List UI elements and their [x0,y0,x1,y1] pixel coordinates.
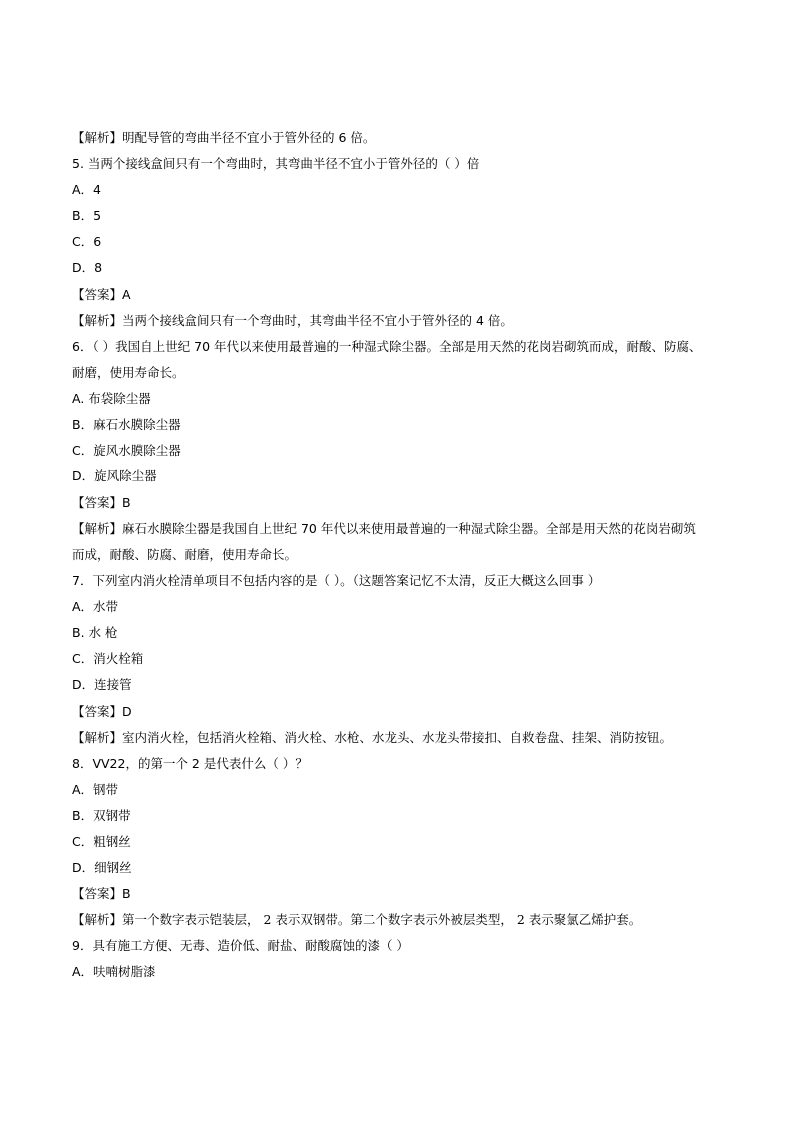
text-line: A．4 [72,182,102,197]
text-line: A．呋喃树脂漆 [72,964,156,979]
text-line: B．5 [72,208,102,223]
text-line: C．旋风水膜除尘器 [72,443,181,458]
text-line: 5. 当两个接线盒间只有一个弯曲时，其弯曲半径不宜小于管外径的（ ）倍 [72,156,480,171]
text-line: A．水带 [72,599,119,614]
text-line: 【答案】B [72,886,131,901]
text-line: A．钢带 [72,782,119,797]
text-line: D．连接管 [72,677,132,692]
text-line: 7．下列室内消火栓清单项目不包括内容的是（ ）。（这题答案记忆不太清，反正大概这么回事 ） [72,573,601,588]
text-line: 【解析】当两个接线盒间只有一个弯曲时，其弯曲半径不宜小于管外径的 4 倍。 [72,313,513,328]
text-line: 【答案】B [72,495,131,510]
text-line: 【答案】A [72,287,131,302]
text-line: B．麻石水膜除尘器 [72,417,181,432]
text-line: 耐磨，使用寿命长。 [72,365,185,380]
text-line: D．旋风除尘器 [72,468,157,483]
text-line: D．8 [72,260,103,275]
text-line: 【解析】室内消火栓，包括消火栓箱、消火栓、水枪、水龙头、水龙头带接扣、自救卷盘、挂架、消防按钮。 [72,730,673,745]
text-line: C．粗钢丝 [72,834,131,849]
text-line: 而成，耐酸、防腐、耐磨，使用寿命长。 [72,547,298,562]
text-line: C．6 [72,234,102,249]
text-line: 9．具有施工方便、无毒、造价低、耐盐、耐酸腐蚀的漆（ ） [72,938,409,953]
text-line: D．细钢丝 [72,860,132,875]
text-line: C．消火栓箱 [72,651,144,666]
text-line: A. 布袋除尘器 [72,391,151,406]
text-line: B．双钢带 [72,808,131,823]
text-line: B. 水 枪 [72,625,118,640]
text-line: 【解析】第一个数字表示铠装层， 2 表示双钢带。第二个数字表示外被层类型， 2 表示聚氯乙烯护套。 [72,912,642,927]
text-line: 【解析】麻石水膜除尘器是我国自上世纪 70 年代以来使用最普遍的一种湿式除尘器。全部是用天然的花岗岩砌筑 [72,521,696,536]
text-line: 【答案】D [72,704,132,719]
text-line: 6．（ ）我国自上世纪 70 年代以来使用最普遍的一种湿式除尘器。全部是用天然的花岗岩砌筑而成，耐酸、防腐、 [72,339,702,354]
text-line: 【解析】明配导管的弯曲半径不宜小于管外径的 6 倍。 [72,130,376,145]
text-line: 8．VV22，的第一个 2 是代表什么（ ）？ [72,756,308,771]
